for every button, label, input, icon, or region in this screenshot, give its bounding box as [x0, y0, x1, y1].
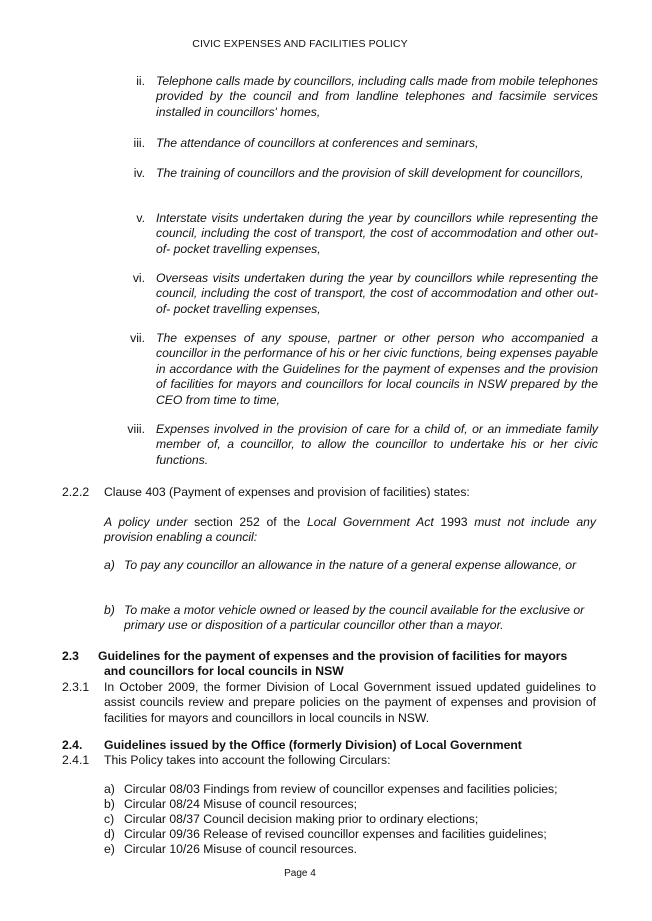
section-title: Guidelines for the payment of expenses and the provision of facilities for mayors — [98, 649, 568, 663]
list-item-text: The attendance of councillors at conferences and seminars, — [156, 136, 479, 150]
list-item-text: Circular 08/24 Misuse of council resources; — [124, 797, 358, 811]
list-item-text: To pay any councillor an allowance in the nature of a general expense allowance, or — [124, 558, 577, 572]
list-item-number: iii. — [133, 136, 145, 150]
list-item-number: viii. — [127, 422, 145, 436]
list-item-number: vii. — [130, 331, 145, 345]
list-item-text: Overseas visits undertaken during the year by councillors while representing the council, including the cost of transport, the cost of accommodation and other out-of- pocket travelling expenses, — [156, 271, 598, 316]
list-item-text: Circular 09/36 Release of revised councillor expenses and facilities guidelines; — [124, 827, 547, 841]
list-item — [104, 797, 357, 813]
list-item-letter: a) — [104, 558, 115, 572]
list-item-text: Telephone calls made by councillors, including calls made from mobile telephones provided by the council and from landline telephones and facsimile services installed in councillors' homes, — [156, 74, 598, 119]
page-number: Page 4 — [284, 868, 316, 879]
section-number: 2.4. — [62, 738, 83, 752]
subsection-number: 2.3.1 — [62, 680, 90, 694]
list-item — [104, 782, 558, 798]
subsection-text: In October 2009, the former Division of Local Government issued updated guidelines to assist councils review and prepare policies on the payment of expenses and provision of facilities for mayors and councillors in local councils in NSW. — [104, 680, 596, 725]
list-item — [104, 827, 547, 843]
list-item-number: ii. — [136, 74, 145, 88]
clause-number: 2.2.2 — [62, 485, 90, 499]
quote-part: must not include any provision enabling a council: — [104, 515, 596, 545]
quote-part: A policy under — [104, 515, 195, 529]
clause-quote — [104, 515, 596, 546]
subsection-number: 2.4.1 — [62, 753, 90, 767]
list-item-letter: e) — [104, 842, 115, 856]
list-item-text: Circular 08/03 Findings from review of councillor expenses and facilities policies; — [124, 782, 558, 796]
list-item-number: iv. — [133, 166, 145, 180]
section-number: 2.3 — [62, 649, 79, 663]
list-item-letter: b) — [104, 797, 115, 811]
list-item-text: Expenses involved in the provision of care for a child of, or an immediate family member of, a councillor, to allow the councillor to undertake his or her civic functions. — [156, 422, 598, 467]
list-item-text: Circular 10/26 Misuse of council resources. — [124, 842, 358, 856]
list-item-letter: d) — [104, 827, 115, 841]
list-item-text: Interstate visits undertaken during the year by councillors while representing the council, including the cost of transport, the cost of accommodation and other out-of- pocket travelling expenses, — [156, 211, 598, 256]
subsection-text: This Policy takes into account the following Circulars: — [104, 753, 391, 767]
list-item-number: v. — [136, 211, 145, 225]
list-item-text: The expenses of any spouse, partner or other person who accompanied a councillor in the performance of his or her civic functions, being expenses payable in accordance with the Guidelines for the payment of expenses and the provision of facilities for mayors and councillors for local councils in NSW prepared by the CEO from time to time, — [156, 331, 598, 407]
section-title: Guidelines issued by the Office (formerly Division) of Local Government — [104, 738, 522, 752]
page-header: CIVIC EXPENSES AND FACILITIES POLICY — [192, 38, 408, 50]
list-item-letter: b) — [104, 603, 115, 617]
section-title-continued: and councillors for local councils in NSW — [104, 664, 344, 678]
quote-part: section 252 of the — [194, 515, 307, 529]
list-item — [104, 842, 357, 858]
quote-part: Local Government Act — [306, 515, 434, 529]
quote-part: 1993 — [433, 515, 475, 529]
list-item-text: To make a motor vehicle owned or leased by the council available for the exclusive or primary use or disposition of a particular councillor other than a mayor. — [124, 603, 585, 633]
list-item-letter: c) — [104, 812, 115, 826]
list-item-letter: a) — [104, 782, 115, 796]
clause-text: Clause 403 (Payment of expenses and provision of facilities) states: — [104, 485, 470, 499]
list-item — [104, 812, 478, 828]
list-item-number: vi. — [132, 271, 145, 285]
list-item-text: The training of councillors and the provision of skill development for councillors, — [156, 166, 584, 180]
list-item-text: Circular 08/37 Council decision making prior to ordinary elections; — [124, 812, 479, 826]
